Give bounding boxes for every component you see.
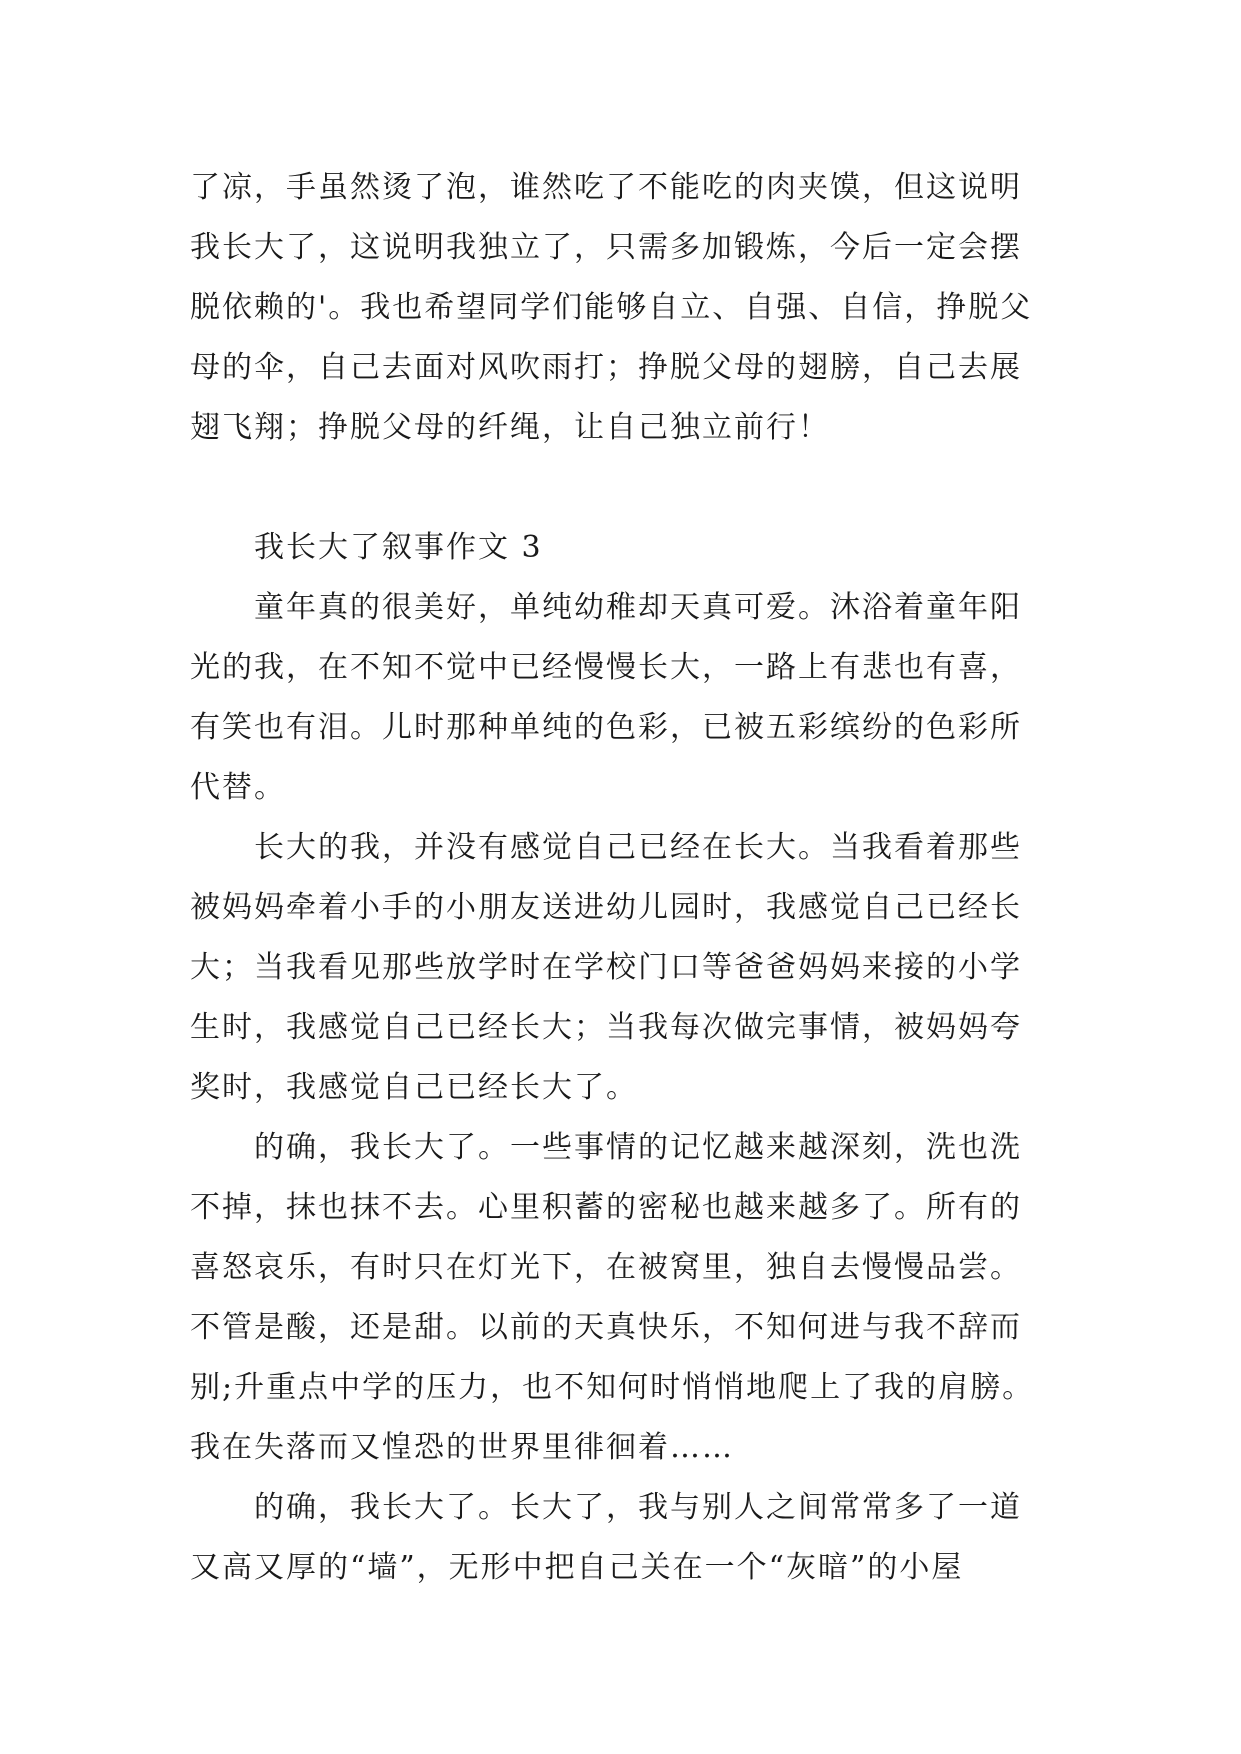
continuation-paragraph: 了凉，手虽然烫了泡，谁然吃了不能吃的肉夹馍，但这说明我长大了，这说明我独立了，只需多加锻炼，今后一定会摆脱依赖的'。我也希望同学们能够自立、自强、自信，挣脱父母的伞，自己去面对风吹雨打；挣脱父母的翅膀，自己去展翅飞翔；挣脱父母的纤绳，让自己独立前行！ xyxy=(190,170,1033,445)
body-paragraph-4: 的确，我长大了。长大了，我与别人之间常常多了一道又高又厚的“墙”，无形中把自己关在一个“灰暗”的小屋 xyxy=(190,1490,1022,1585)
body-paragraph-2: 长大的我，并没有感觉自己已经在长大。当我看着那些被妈妈牵着小手的小朋友送进幼儿园时，我感觉自己已经长大；当我看见那些放学时在学校门口等爸爸妈妈来接的小学生时，我感觉自己已经长大；当我每次做完事情，被妈妈夸奖时，我感觉自己已经长大了。 xyxy=(190,830,1022,1105)
section-title: 我长大了叙事作文 3 xyxy=(254,530,543,565)
document-body xyxy=(190,158,1050,1598)
body-paragraph-1: 童年真的很美好，单纯幼稚却天真可爱。沐浴着童年阳光的我，在不知不觉中已经慢慢长大，一路上有悲也有喜，有笑也有泪。儿时那种单纯的色彩，已被五彩缤纷的色彩所代替。 xyxy=(190,590,1022,805)
body-paragraph-3: 的确，我长大了。一些事情的记忆越来越深刻，洗也洗不掉，抹也抹不去。心里积蓄的密秘也越来越多了。所有的喜怒哀乐，有时只在灯光下，在被窝里，独自去慢慢品尝。不管是酸，还是甜。以前的天真快乐，不知何进与我不辞而别;升重点中学的压力，也不知何时悄悄地爬上了我的肩膀。我在失落而又惶恐的世界里徘徊着…… xyxy=(190,1130,1035,1465)
section-spacer xyxy=(190,458,1050,518)
